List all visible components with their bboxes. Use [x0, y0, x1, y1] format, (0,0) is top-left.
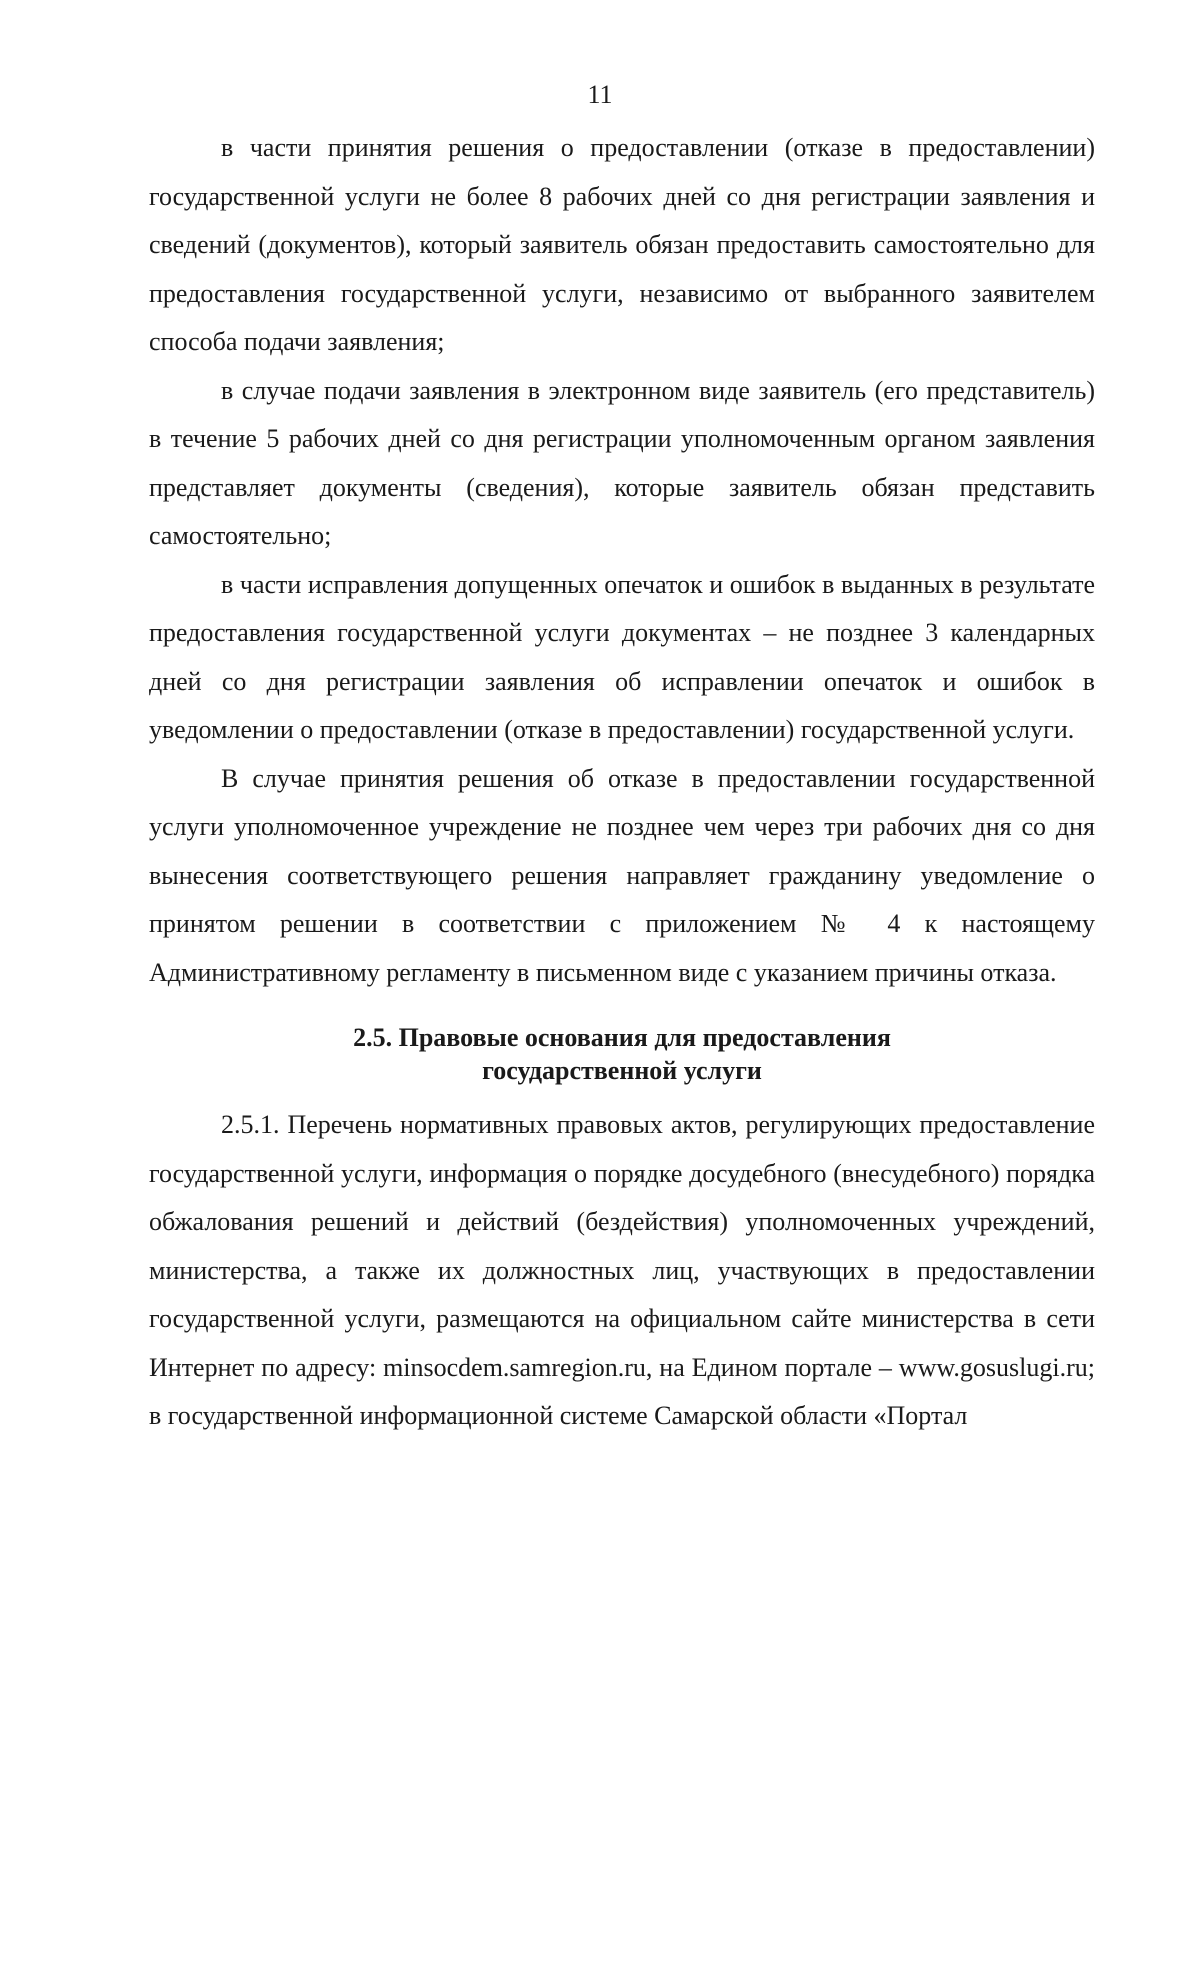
- paragraph-decision-deadline: в части принятия решения о предоставлении (отказе в предоставлении) государственной услуги не более 8 рабочих дней со дня регистрации заявления и сведений (документов), который заявитель обязан предоставить самостоятельно для предоставления государственной услуги, независимо от выбранного заявителем способа подачи заявления;: [149, 133, 1095, 356]
- section-heading-line2: государственной услуги: [482, 1056, 762, 1085]
- paragraph-typo-correction: в части исправления допущенных опечаток и ошибок в выданных в результате предоставления государственной услуги документах – не позднее 3 календарных дней со дня регистрации заявления об исправлении опечаток и ошибок в уведомлении о предоставлении (отказе в предоставлении) государственной услуги.: [149, 569, 1095, 744]
- section-heading: [149, 1021, 1095, 1087]
- page-number: 11: [587, 80, 613, 109]
- section-heading-line1: 2.5. Правовые основания для предоставления: [353, 1023, 891, 1052]
- paragraph-refusal-notice: В случае принятия решения об отказе в предоставлении государственной услуги уполномоченное учреждение не позднее чем через три рабочих дня со дня вынесения соответствующего решения направляет гражданину уведомление о принятом решении в соответствии с приложением № 4 к настоящему Административному регламенту в письменном виде с указанием причины отказа.: [149, 763, 1095, 987]
- paragraph-electronic-application: в случае подачи заявления в электронном виде заявитель (его представитель) в течение 5 рабочих дней со дня регистрации уполномоченным органом заявления представляет документы (сведения), которые заявитель обязан представить самостоятельно;: [149, 375, 1095, 550]
- paragraph-legal-acts-list: 2.5.1. Перечень нормативных правовых актов, регулирующих предоставление государственной услуги, информация о порядке досудебного (внесудебного) порядка обжалования решений и действий (бездействия) уполномоченных учреждений, министерства, а также их должностных лиц, участвующих в предоставлении государственной услуги, размещаются на официальном сайте министерства в сети Интернет по адресу: minsocdem.samregion.ru, на Едином портале – www.gosuslugi.ru; в государственной информационной системе Самарской области «Портал: [149, 1110, 1095, 1430]
- document-body: [149, 124, 1095, 1441]
